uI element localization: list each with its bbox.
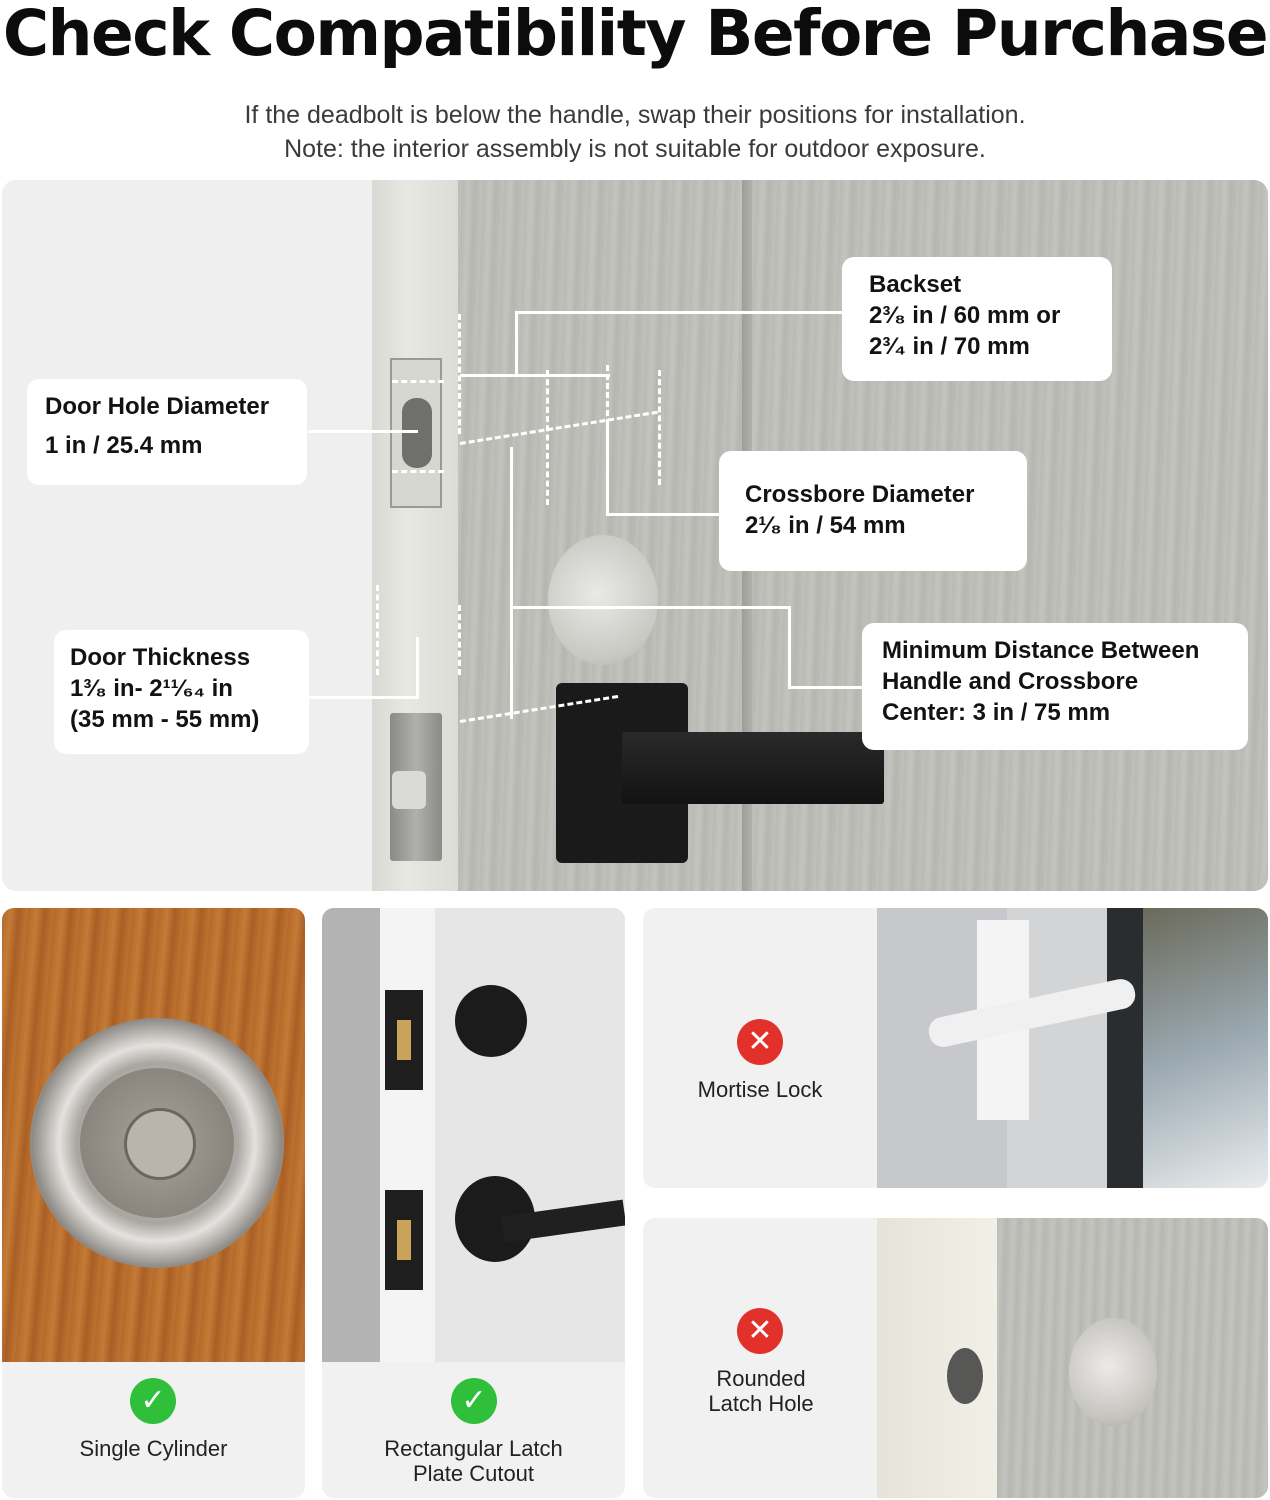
rounded-latch-label-1: Rounded: [716, 1366, 806, 1391]
crossbore-value: 2¹⁄₈ in / 54 mm: [745, 512, 906, 539]
rectangular-latch-label-1: Rectangular Latch: [384, 1436, 563, 1461]
crossbore-callout: [719, 451, 1027, 571]
rectangular-latch-card: [322, 908, 625, 1498]
min-distance-line-1: Minimum Distance Between: [882, 637, 1200, 664]
check-circle-icon: ✓: [130, 1378, 176, 1424]
backset-callout: [842, 257, 1112, 381]
subtitle-line-2: Note: the interior assembly is not suitable for outdoor exposure.: [284, 135, 986, 163]
leader-line: [460, 374, 610, 377]
subtitle-line-1: If the deadbolt is below the handle, swap their positions for installation.: [244, 101, 1026, 129]
door-thickness-title: Door Thickness: [70, 644, 251, 671]
min-distance-callout: [862, 623, 1248, 750]
leader-line: [606, 425, 609, 515]
leader-line: [515, 311, 518, 376]
min-distance-line-2: Handle and Crossbore: [882, 668, 1139, 695]
leader-line: [515, 311, 845, 314]
leader-line: [788, 686, 864, 689]
single-cylinder-card: [2, 908, 305, 1498]
leader-line: [606, 513, 722, 516]
mortise-lock-card: [643, 908, 1268, 1188]
crossbore-hole: [548, 535, 658, 665]
backset-title: Backset: [869, 271, 962, 298]
rounded-latch-label-2: Latch Hole: [708, 1391, 814, 1416]
guide-line: [392, 380, 444, 383]
door-hole-callout: [27, 379, 307, 485]
guide-line: [658, 370, 661, 485]
rounded-latch-card: [643, 1218, 1268, 1498]
guide-line: [458, 605, 461, 675]
check-circle-icon: ✓: [451, 1378, 497, 1424]
min-distance-line-3: Center: 3 in / 75 mm: [882, 699, 1111, 726]
x-circle-icon: ✕: [737, 1308, 783, 1354]
single-cylinder-label: Single Cylinder: [79, 1436, 228, 1461]
leader-line: [308, 430, 418, 433]
rounded-latch-photo: [877, 1218, 1268, 1498]
latch-plate-photo: [322, 908, 625, 1362]
door-thickness-value-1: 1³⁄₈ in- 2¹¹⁄₆₄ in: [70, 675, 233, 702]
guide-line: [392, 470, 444, 473]
mortise-lock-photo: [877, 908, 1268, 1188]
leader-line: [416, 637, 419, 699]
latch-plate: [390, 713, 442, 861]
page-title: Check Compatibility Before Purchase: [2, 0, 1268, 70]
leader-line: [788, 606, 791, 688]
crossbore-title: Crossbore Diameter: [745, 481, 975, 508]
guide-line: [546, 370, 549, 505]
leader-line: [510, 447, 513, 719]
guide-line: [376, 585, 379, 675]
door-hole-value: 1 in / 25.4 mm: [45, 432, 203, 459]
handle-lever: [622, 732, 884, 804]
door-thickness-callout: [54, 630, 309, 754]
deadbolt-photo: [2, 908, 305, 1362]
backset-value-2: 2³⁄₄ in / 70 mm: [869, 333, 1030, 360]
backset-value-1: 2³⁄₈ in / 60 mm or: [869, 302, 1061, 329]
x-circle-icon: ✕: [737, 1019, 783, 1065]
rectangular-latch-label-2: Plate Cutout: [412, 1461, 535, 1486]
mortise-lock-label: Mortise Lock: [697, 1077, 823, 1102]
leader-line: [308, 696, 418, 699]
door-hole-title: Door Hole Diameter: [45, 393, 270, 420]
leader-line: [510, 606, 790, 609]
door-thickness-value-2: (35 mm - 55 mm): [70, 706, 260, 733]
subtitle: [0, 98, 1270, 166]
measurement-diagram: [2, 180, 1268, 891]
